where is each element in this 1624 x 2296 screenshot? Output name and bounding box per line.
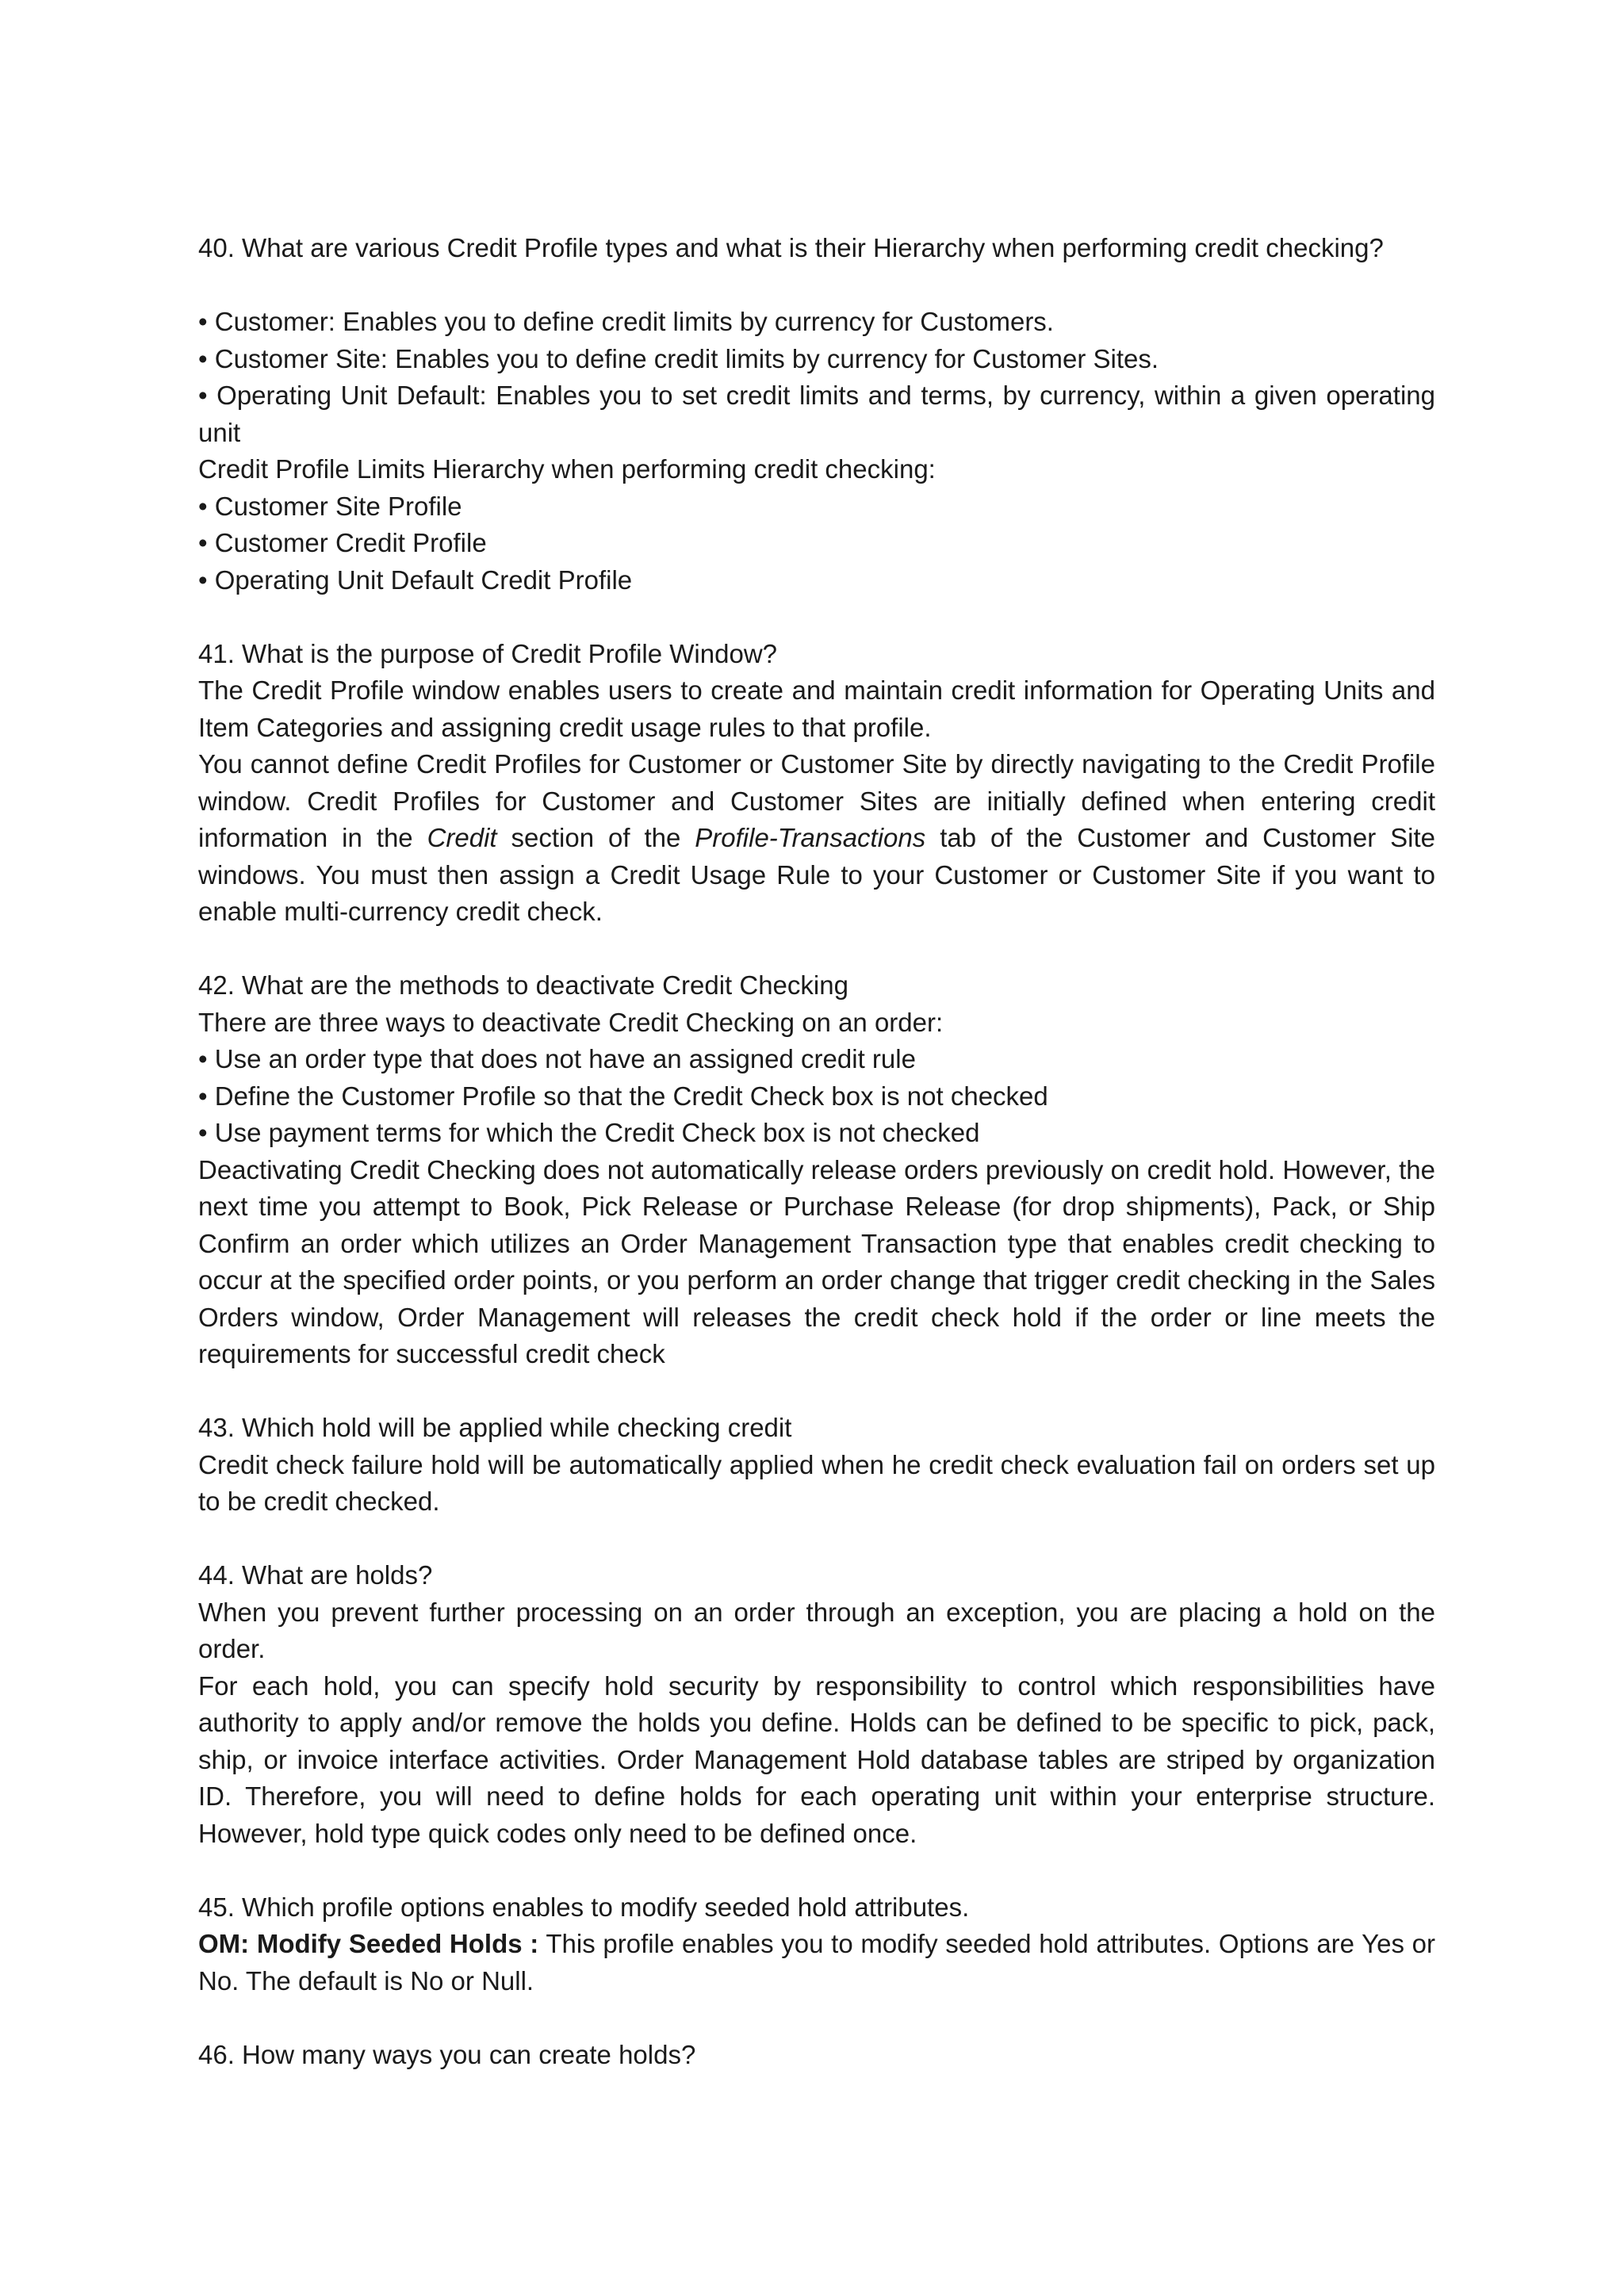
answer-45-text: This profile enables you to modify seeded hold attributes. Options are Yes or No. The default is No or Null. <box>198 1929 1435 1996</box>
question-43: 43. Which hold will be applied while checking credit <box>198 1413 792 1442</box>
deactivate-method-item: • Define the Customer Profile so that the Credit Check box is not checked <box>198 1078 1435 1115</box>
profile-transactions-tab-name: Profile-Transactions <box>695 823 926 852</box>
hierarchy-intro: Credit Profile Limits Hierarchy when performing credit checking: <box>198 454 936 484</box>
credit-profile-type-item: • Operating Unit Default: Enables you to set credit limits and terms, by currency, within a given operating unit <box>198 377 1435 451</box>
qa-block-40 <box>198 230 1435 599</box>
answer-42: Deactivating Credit Checking does not automatically release orders previously on credit hold. However, the next time you attempt to Book, Pick Release or Purchase Release (for drop shipments), Pack, or Ship Confirm an order which utilizes an Order Management Transaction type that enables credit checking to occur at the specified order points, or you perform an order change that trigger credit checking in the Sales Orders window, Order Management will releases the credit check hold if the order or line meets the requirements for successful credit check <box>198 1154 1435 1368</box>
hierarchy-item: • Operating Unit Default Credit Profile <box>198 562 1435 599</box>
methods-intro: There are three ways to deactivate Credit Checking on an order: <box>198 1007 944 1037</box>
deactivate-method-item: • Use an order type that does not have an assigned credit rule <box>198 1041 1435 1078</box>
answer-41-text-a: You cannot define Credit Profiles for Customer or Customer Site by directly navigating to the Credit Profile window. Credit Profiles for Customer and Customer Sites are initially defined when entering credit information in the <box>198 749 1435 852</box>
question-40: 40. What are various Credit Profile types and what is their Hierarchy when performing credit checking? <box>198 233 1384 262</box>
credit-section-name: Credit <box>427 823 497 852</box>
hierarchy-item: • Customer Credit Profile <box>198 525 1435 562</box>
credit-profile-type-item: • Customer Site: Enables you to define credit limits by currency for Customer Sites. <box>198 341 1435 378</box>
qa-block-44 <box>198 1557 1435 1852</box>
question-46: 46. How many ways you can create holds? <box>198 2039 696 2069</box>
question-44: 44. What are holds? <box>198 1560 433 1590</box>
qa-block-42 <box>198 967 1435 1373</box>
answer-41-text-b: section of the <box>496 823 695 852</box>
credit-profile-type-item: • Customer: Enables you to define credit limits by currency for Customers. <box>198 304 1435 341</box>
answer-41-paragraph-2 <box>198 746 1435 931</box>
qa-block-41 <box>198 636 1435 931</box>
profile-option-name: OM: Modify Seeded Holds : <box>198 1929 539 1958</box>
deactivate-method-item: • Use payment terms for which the Credit Check box is not checked <box>198 1115 1435 1152</box>
qa-block-43 <box>198 1410 1435 1521</box>
qa-block-45 <box>198 1889 1435 2000</box>
answer-44-paragraph-2: For each hold, you can specify hold security by responsibility to control which responsibilities have authority to apply and/or remove the holds you define. Holds can be defined to be specific to pick, pack, ship, or invoice interface activities. Order Management Hold database tables are striped by organization ID. Therefore, you will need to define holds for each operating unit within your enterprise structure. However, hold type quick codes only need to be defined once. <box>198 1670 1435 1848</box>
question-40-spacer <box>198 267 1435 304</box>
question-42: 42. What are the methods to deactivate Credit Checking <box>198 970 848 1000</box>
qa-block-46 <box>198 2037 1435 2074</box>
question-41: 41. What is the purpose of Credit Profile Window? <box>198 638 778 668</box>
question-45: 45. Which profile options enables to modify seeded hold attributes. <box>198 1892 970 1922</box>
answer-41-text-c: tab of the Customer and Customer Site windows. You must then assign a Credit Usage Rule to your Customer or Customer Site if you want to enable multi-currency credit check. <box>198 823 1435 926</box>
hierarchy-item: • Customer Site Profile <box>198 488 1435 526</box>
document-page <box>198 230 1435 2110</box>
answer-41-paragraph-1: The Credit Profile window enables users to create and maintain credit information for Operating Units and Item Categories and assigning credit usage rules to that profile. <box>198 675 1435 742</box>
answer-44-paragraph-1: When you prevent further processing on an order through an exception, you are placing a hold on the order. <box>198 1597 1435 1663</box>
answer-45 <box>198 1926 1435 1999</box>
answer-43: Credit check failure hold will be automatically applied when he credit check evaluation fail on orders set up to be credit checked. <box>198 1449 1435 1516</box>
